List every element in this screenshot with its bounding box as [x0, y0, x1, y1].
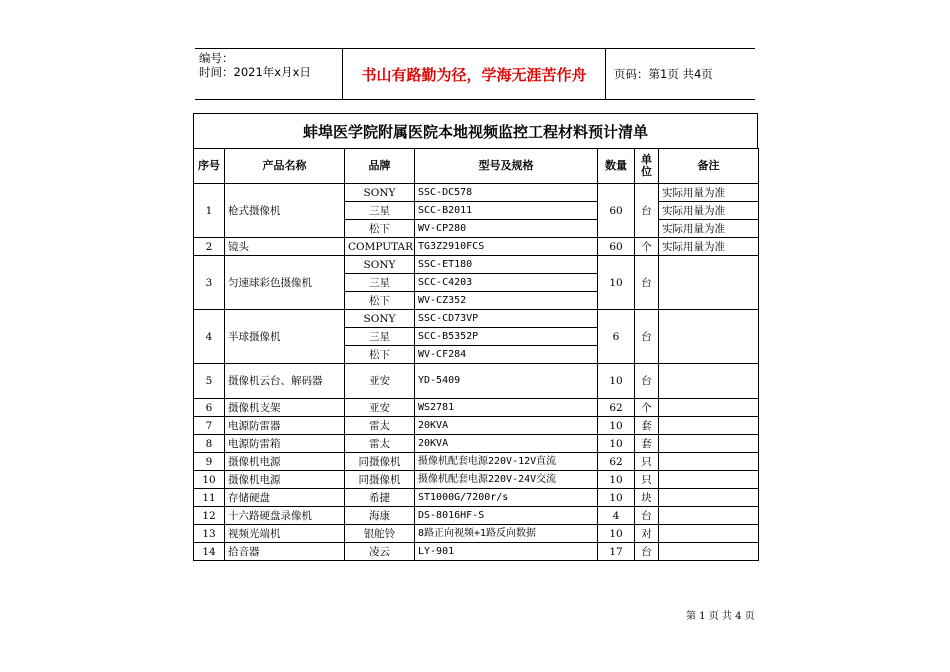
cell-unit: 台	[635, 543, 659, 561]
cell-brand: 雷太	[345, 417, 415, 435]
cell-name: 电源防雷箱	[225, 435, 345, 453]
cell-qty: 6	[598, 310, 635, 364]
cell-no: 1	[194, 184, 225, 238]
cell-unit: 块	[635, 489, 659, 507]
cell-qty: 60	[598, 184, 635, 238]
cell-unit: 只	[635, 453, 659, 471]
cell-remark	[659, 525, 759, 543]
cell-name: 视频光端机	[225, 525, 345, 543]
header-qty: 数量	[598, 149, 635, 184]
cell-name: 镜头	[225, 238, 345, 256]
cell-model: SCC-C4203	[415, 274, 598, 292]
cell-model: SSC-DC578	[415, 184, 598, 202]
table-header-row	[194, 149, 759, 184]
table-row	[194, 184, 759, 202]
header-remark: 备注	[659, 149, 759, 184]
cell-qty: 4	[598, 507, 635, 525]
cell-model: YD-5409	[415, 364, 598, 399]
table-row	[194, 543, 759, 561]
cell-qty: 10	[598, 435, 635, 453]
cell-unit: 个	[635, 238, 659, 256]
cell-no: 10	[194, 471, 225, 489]
header-unit: 单位	[635, 149, 659, 184]
table-row	[194, 453, 759, 471]
cell-name: 拾音器	[225, 543, 345, 561]
cell-brand: 松下	[345, 220, 415, 238]
cell-unit: 套	[635, 417, 659, 435]
cell-model: TG3Z2910FCS	[415, 238, 598, 256]
cell-qty: 10	[598, 256, 635, 310]
cell-unit: 个	[635, 399, 659, 417]
cell-brand: 雷太	[345, 435, 415, 453]
table-row	[194, 310, 759, 328]
cell-no: 12	[194, 507, 225, 525]
cell-no: 5	[194, 364, 225, 399]
cell-no: 6	[194, 399, 225, 417]
cell-model: 8路正向视频+1路反向数据	[415, 525, 598, 543]
header-meta	[195, 49, 343, 99]
time-label: 时间：2021年x月x日	[199, 65, 311, 79]
cell-no: 7	[194, 417, 225, 435]
cell-brand: 银舵铃	[345, 525, 415, 543]
table-row	[194, 525, 759, 543]
header-motto: 书山有路勤为径，学海无涯苦作舟	[343, 49, 606, 99]
header-name: 产品名称	[225, 149, 345, 184]
cell-model: WS2781	[415, 399, 598, 417]
page-header	[195, 48, 755, 100]
number-label: 编号：	[199, 51, 234, 65]
cell-model: 20KVA	[415, 435, 598, 453]
cell-qty: 17	[598, 543, 635, 561]
cell-remark: 实际用量为准	[659, 184, 759, 202]
cell-unit: 台	[635, 364, 659, 399]
cell-qty: 10	[598, 417, 635, 435]
cell-brand: 凌云	[345, 543, 415, 561]
cell-model: 摄像机配套电源220V-12V直流	[415, 453, 598, 471]
table-row	[194, 471, 759, 489]
cell-brand: 三星	[345, 328, 415, 346]
cell-model: SSC-ET180	[415, 256, 598, 274]
cell-model: SCC-B5352P	[415, 328, 598, 346]
header-no: 序号	[194, 149, 225, 184]
materials-table-container	[193, 113, 758, 561]
cell-name: 十六路硬盘录像机	[225, 507, 345, 525]
cell-qty: 62	[598, 399, 635, 417]
cell-brand: 亚安	[345, 399, 415, 417]
table-row	[194, 489, 759, 507]
cell-brand: 松下	[345, 292, 415, 310]
header-page-label: 页码：第1页 共4页	[614, 67, 713, 81]
cell-unit: 台	[635, 256, 659, 310]
table-row	[194, 435, 759, 453]
cell-model: ST1000G/7200r/s	[415, 489, 598, 507]
cell-brand: COMPUTAR	[345, 238, 415, 256]
cell-brand: 亚安	[345, 364, 415, 399]
cell-brand: 希捷	[345, 489, 415, 507]
cell-unit: 对	[635, 525, 659, 543]
cell-brand: SONY	[345, 256, 415, 274]
cell-name: 摄像机电源	[225, 471, 345, 489]
cell-brand: SONY	[345, 184, 415, 202]
cell-no: 8	[194, 435, 225, 453]
cell-remark	[659, 417, 759, 435]
cell-brand: SONY	[345, 310, 415, 328]
cell-qty: 62	[598, 453, 635, 471]
header-model: 型号及规格	[415, 149, 598, 184]
cell-name: 摄像机云台、解码器	[225, 364, 345, 399]
cell-unit: 台	[635, 507, 659, 525]
cell-brand: 松下	[345, 346, 415, 364]
cell-no: 2	[194, 238, 225, 256]
table-title: 蚌埠医学院附属医院本地视频监控工程材料预计清单	[193, 113, 758, 148]
cell-model: LY-901	[415, 543, 598, 561]
cell-model: WV-CF284	[415, 346, 598, 364]
cell-remark: 实际用量为准	[659, 238, 759, 256]
cell-brand: 三星	[345, 274, 415, 292]
cell-no: 3	[194, 256, 225, 310]
cell-model: SCC-B2011	[415, 202, 598, 220]
cell-qty: 10	[598, 364, 635, 399]
cell-remark	[659, 364, 759, 399]
cell-remark	[659, 399, 759, 417]
cell-unit: 只	[635, 471, 659, 489]
cell-model: 20KVA	[415, 417, 598, 435]
cell-qty: 10	[598, 471, 635, 489]
cell-remark	[659, 507, 759, 525]
cell-remark	[659, 453, 759, 471]
cell-name: 摄像机电源	[225, 453, 345, 471]
table-row	[194, 507, 759, 525]
materials-table	[193, 148, 759, 561]
cell-remark	[659, 489, 759, 507]
cell-remark	[659, 435, 759, 453]
cell-model: WV-CZ352	[415, 292, 598, 310]
cell-qty: 10	[598, 489, 635, 507]
cell-no: 9	[194, 453, 225, 471]
cell-unit: 套	[635, 435, 659, 453]
table-body	[194, 184, 759, 561]
cell-no: 14	[194, 543, 225, 561]
cell-name: 枪式摄像机	[225, 184, 345, 238]
cell-name: 存储硬盘	[225, 489, 345, 507]
table-row	[194, 238, 759, 256]
cell-unit: 台	[635, 184, 659, 238]
header-brand: 品牌	[345, 149, 415, 184]
cell-remark: 实际用量为准	[659, 202, 759, 220]
cell-qty: 10	[598, 525, 635, 543]
cell-no: 11	[194, 489, 225, 507]
page-footer: 第 1 页 共 4 页	[686, 611, 755, 622]
cell-remark	[659, 256, 759, 310]
cell-name: 半球摄像机	[225, 310, 345, 364]
cell-name: 匀速球彩色摄像机	[225, 256, 345, 310]
cell-brand: 三星	[345, 202, 415, 220]
cell-remark	[659, 310, 759, 364]
cell-no: 4	[194, 310, 225, 364]
cell-model: WV-CP280	[415, 220, 598, 238]
cell-remark	[659, 471, 759, 489]
table-row	[194, 364, 759, 399]
cell-brand: 同摄像机	[345, 471, 415, 489]
cell-remark: 实际用量为准	[659, 220, 759, 238]
table-row	[194, 256, 759, 274]
cell-brand: 同摄像机	[345, 453, 415, 471]
cell-model: 摄像机配套电源220V-24V交流	[415, 471, 598, 489]
cell-no: 13	[194, 525, 225, 543]
cell-brand: 海康	[345, 507, 415, 525]
cell-name: 电源防雷器	[225, 417, 345, 435]
cell-name: 摄像机支架	[225, 399, 345, 417]
cell-remark	[659, 543, 759, 561]
cell-unit: 台	[635, 310, 659, 364]
table-row	[194, 399, 759, 417]
cell-model: DS-8016HF-S	[415, 507, 598, 525]
table-row	[194, 417, 759, 435]
cell-model: SSC-CD73VP	[415, 310, 598, 328]
cell-qty: 60	[598, 238, 635, 256]
